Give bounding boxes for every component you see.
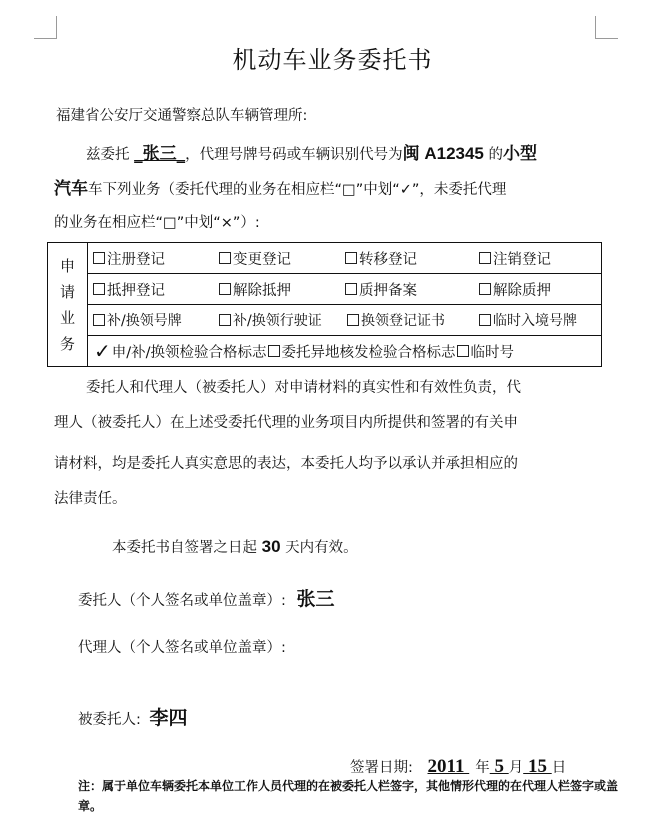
date-year: 2011 — [427, 756, 470, 777]
option-replace-license[interactable]: 补/换领行驶证 — [218, 310, 346, 330]
validity-line: 本委托书自签署之日起 30 天内有效。 — [112, 537, 358, 556]
agent-name: _张三_ — [134, 144, 186, 164]
liability-line-3: 请材料，均是委托人真实意思的表达，本委托人均予以承认并承担相应的 — [54, 456, 518, 472]
option-mortgage[interactable]: 抵押登记 — [92, 279, 218, 300]
business-row-4 — [88, 336, 602, 367]
crop-mark-top-left — [34, 16, 57, 39]
date-day: 15 — [523, 756, 552, 777]
checkbox-icon[interactable] — [479, 252, 491, 264]
intro-line-3: 的业务在相应栏“□”中划“×”）: — [54, 215, 260, 231]
principal-label: 委托人（个人签名或单位盖章）: — [78, 593, 286, 609]
option-release-pledge[interactable]: 解除质押 — [478, 279, 551, 300]
checkbox-icon[interactable] — [93, 252, 105, 264]
principal-signature-row — [78, 584, 335, 611]
checkbox-icon[interactable] — [347, 314, 359, 326]
checkbox-icon[interactable] — [457, 345, 469, 357]
principal-signature: 张三 — [296, 588, 335, 610]
vehicle-type-2: 汽车 — [54, 179, 88, 199]
option-transfer[interactable]: 转移登记 — [344, 248, 478, 269]
agent-label: 代理人（个人签名或单位盖章）: — [78, 640, 286, 656]
business-row-1 — [88, 243, 602, 274]
trustee-signature-row — [78, 703, 188, 730]
option-register[interactable]: 注册登记 — [92, 248, 218, 269]
checkbox-icon[interactable] — [345, 283, 357, 295]
intro-prefix: 兹委托 — [86, 147, 135, 163]
business-side-label-cell — [48, 243, 88, 367]
vehicle-type-1: 小型 — [503, 144, 537, 164]
checkbox-icon[interactable] — [479, 314, 491, 326]
checkbox-icon[interactable] — [219, 283, 231, 295]
plate-number: 闽 A12345 — [402, 144, 484, 163]
checkbox-icon[interactable] — [268, 345, 280, 357]
option-pledge[interactable]: 质押备案 — [344, 279, 478, 300]
date-label: 签署日期: — [350, 760, 413, 776]
checkbox-icon[interactable] — [93, 314, 105, 326]
liability-line-1: 委托人和代理人（被委托人）对申请材料的真实性和有效性负责，代 — [86, 380, 521, 396]
checkbox-icon[interactable] — [345, 252, 357, 264]
option-release-mortgage[interactable]: 解除抵押 — [218, 279, 344, 300]
intro-line-1 — [86, 139, 537, 164]
intro-line-2 — [54, 174, 506, 199]
checkbox-icon[interactable] — [219, 252, 231, 264]
liability-line-2: 理人（被委托人）在上述受委托代理的业务项目内所提供和签署的有关申 — [54, 415, 518, 431]
intro-of: 的 — [483, 147, 503, 163]
trustee-signature: 李四 — [149, 707, 188, 729]
checkbox-icon[interactable] — [479, 283, 491, 295]
business-table — [47, 242, 602, 367]
checkbox-icon[interactable] — [219, 314, 231, 326]
intro-middle: ，代理号牌号码或车辆识别代号为 — [185, 147, 403, 163]
option-remote-inspection[interactable]: 委托异地核发检验合格标志 — [267, 341, 456, 362]
option-renew-certificate[interactable]: 换领登记证书 — [346, 310, 478, 330]
document-title: 机动车业务委托书 — [232, 46, 433, 74]
option-cancel[interactable]: 注销登记 — [478, 248, 551, 269]
checkmark-icon[interactable]: ✓ — [94, 339, 111, 363]
trustee-label: 被委托人: — [78, 712, 141, 728]
option-inspection-mark[interactable]: ✓ 申/补/换领检验合格标志 — [94, 339, 267, 363]
option-temp-plate[interactable]: 临时入境号牌 — [478, 310, 577, 330]
intro-line2-rest: 车下列业务（委托代理的业务在相应栏“□”中划“✓”，未委托代理 — [88, 182, 507, 198]
validity-days: 30 — [261, 537, 281, 556]
footnote: 注：属于单位车辆委托本单位工作人员代理的在被委托人栏签字，其他情形代理的在代理人栏签字或盖章。 — [78, 779, 619, 813]
checkbox-icon[interactable] — [93, 283, 105, 295]
recipient-line: 福建省公安厅交通警察总队车辆管理所: — [56, 108, 308, 124]
business-row-2 — [88, 274, 602, 305]
business-row-3 — [88, 305, 602, 336]
option-change[interactable]: 变更登记 — [218, 248, 344, 269]
crop-mark-top-right — [595, 16, 618, 39]
business-side-label: 申请业务 — [59, 256, 75, 353]
date-month: 5 — [489, 756, 509, 777]
liability-line-4: 法律责任。 — [54, 491, 127, 507]
signing-date: 签署日期: 2011 年 5 月 15 日 — [350, 756, 567, 777]
option-temp-number[interactable]: 临时号 — [456, 341, 515, 362]
option-replace-plate[interactable]: 补/换领号牌 — [92, 310, 218, 330]
